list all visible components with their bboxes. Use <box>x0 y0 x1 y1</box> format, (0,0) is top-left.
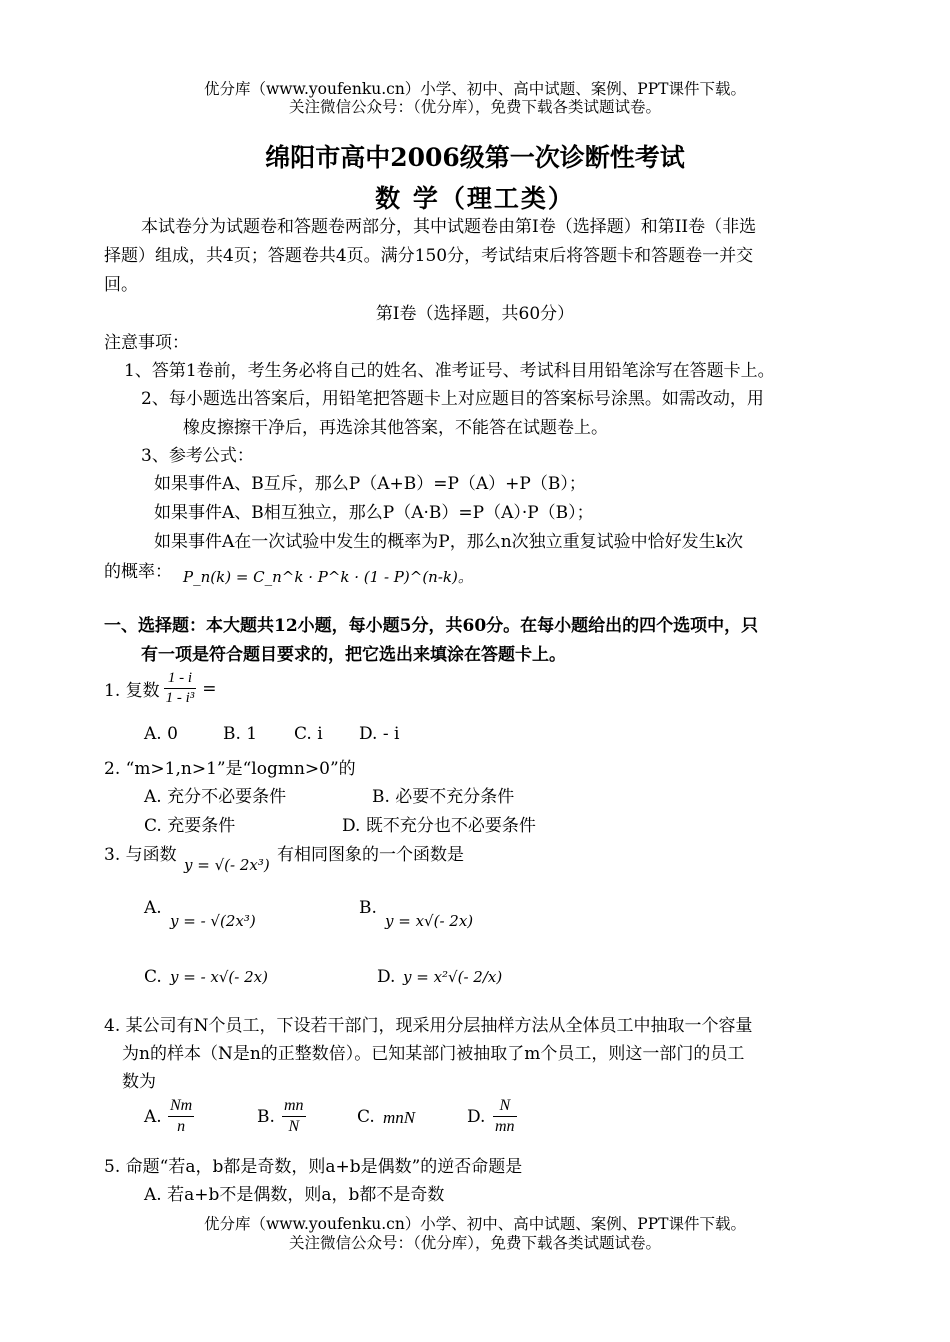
exam-title: 绵阳市高中2006级第一次诊断性考试 <box>265 143 685 172</box>
footer-line-2: 关注微信公众号：（优分库），免费下载各类试题试卷。 <box>288 1234 661 1252</box>
q4-option-c: mnN <box>383 1108 416 1127</box>
q2-option-c: C. 充要条件 <box>144 816 236 836</box>
q3-function: y = √(- 2x³) <box>184 856 270 874</box>
section1-line-1: 一、选择题：本大题共12小题，每小题5分，共60分。在每小题给出的四个选项中，只 <box>104 616 759 636</box>
header-line-1: 优分库（www.youfenku.cn）小学、初中、高中试题、案例、PPT课件下载。 <box>203 80 747 98</box>
section1-line-2: 有一项是符合题目要求的，把它选出来填涂在答题卡上。 <box>141 645 566 665</box>
q4-d-numerator: N <box>493 1097 517 1117</box>
q3-stem-end: 有相同图象的一个函数是 <box>277 845 464 865</box>
header-line-2: 关注微信公众号：（优分库），免费下载各类试题试卷。 <box>288 98 661 116</box>
footer-line-1: 优分库（www.youfenku.cn）小学、初中、高中试题、案例、PPT课件下载。 <box>203 1215 747 1233</box>
exam-subtitle: 数 学（理工类） <box>375 184 575 213</box>
q2-option-a: A. 充分不必要条件 <box>144 787 287 807</box>
q2-option-b: B. 必要不充分条件 <box>372 787 515 807</box>
q1-option-d: D. - i <box>359 724 400 744</box>
formula-1: 如果事件A、B互斥，那么P（A+B）=P（A）+P（B）； <box>154 474 586 494</box>
q4-option-c-label: C. <box>357 1107 375 1127</box>
q4-option-b-fraction <box>282 1097 306 1136</box>
notes-heading: 注意事项： <box>104 333 189 353</box>
q4-line-3: 数为 <box>122 1072 156 1092</box>
formula-2: 如果事件A、B相互独立，那么P（A·B）=P（A）·P（B）； <box>154 503 594 523</box>
q5-stem: 5. 命题“若a，b都是奇数，则a+b是偶数”的逆否命题是 <box>104 1157 523 1177</box>
q2-option-d: D. 既不充分也不必要条件 <box>342 816 536 836</box>
q1-equals: = <box>202 678 217 699</box>
q4-option-d-label: D. <box>467 1107 486 1127</box>
question-1 <box>104 670 217 707</box>
q1-stem: 1. 复数 <box>104 681 160 701</box>
q1-option-c: C. i <box>294 724 323 744</box>
q1-fraction <box>164 670 197 707</box>
note-2a: 2、每小题选出答案后，用铅笔把答题卡上对应题目的答案标号涂黑。如需改动，用 <box>141 389 764 409</box>
note-1: 1、答第1卷前，考生务必将自己的姓名、准考证号、考试科目用铅笔涂写在答题卡上。 <box>124 361 775 381</box>
q5-option-a: A. 若a+b不是偶数，则a，b都不是奇数 <box>144 1185 445 1205</box>
q4-a-numerator: Nm <box>168 1097 194 1117</box>
formula-4-label: 的概率： <box>104 562 172 582</box>
q3-option-a-label: A. <box>144 898 162 918</box>
formula-3: 如果事件A在一次试验中发生的概率为P，那么n次独立重复试验中恰好发生k次 <box>154 532 743 552</box>
q1-option-b: B. 1 <box>223 724 258 744</box>
q4-a-denominator: n <box>177 1118 186 1135</box>
q3-option-b-label: B. <box>359 898 377 918</box>
q2-stem: 2. “m>1,n>1”是“logmn>0”的 <box>104 759 356 779</box>
q3-option-c: y = - x√(- 2x) <box>170 968 268 986</box>
q3-option-d-label: D. <box>377 967 396 987</box>
q1-denominator: 1 - i³ <box>165 690 195 706</box>
q4-option-a-fraction <box>168 1097 194 1136</box>
q4-option-d-fraction <box>493 1097 517 1136</box>
q3-option-b: y = x√(- 2x) <box>385 912 474 930</box>
q4-line-2: 为n的样本（N是n的正整数倍）。已知某部门被抽取了m个员工，则这一部门的员工 <box>122 1044 745 1064</box>
part1-title: 第I卷（选择题，共60分） <box>375 304 575 324</box>
q3-option-c-label: C. <box>144 967 162 987</box>
q4-option-a-label: A. <box>144 1107 162 1127</box>
q1-numerator: 1 - i <box>164 670 197 689</box>
q4-b-denominator: N <box>288 1118 300 1135</box>
q3-option-a: y = - √(2x³) <box>170 912 256 930</box>
q1-option-a: A. 0 <box>144 724 178 744</box>
q4-d-denominator: mn <box>495 1118 515 1135</box>
q4-line-1: 4. 某公司有N个员工，下设若干部门，现采用分层抽样方法从全体员工中抽取一个容量 <box>104 1016 753 1036</box>
intro-line-1: 本试卷分为试题卷和答题卷两部分，其中试题卷由第I卷（选择题）和第II卷（非选 <box>141 217 757 237</box>
intro-line-2: 择题）组成，共4页；答题卷共4页。满分150分，考试结束后将答题卡和答题卷一并交 <box>104 246 754 266</box>
note-3: 3、参考公式： <box>141 446 254 466</box>
q4-b-numerator: mn <box>282 1097 306 1117</box>
q4-option-b-label: B. <box>257 1107 275 1127</box>
q3-stem: 3. 与函数 <box>104 845 177 865</box>
q3-option-d: y = x²√(- 2/x) <box>403 968 503 986</box>
note-2b: 橡皮擦擦干净后，再选涂其他答案，不能答在试题卷上。 <box>183 418 608 438</box>
binomial-formula: P_n(k) = C_n^k · P^k · (1 - P)^(n-k)。 <box>183 568 473 586</box>
intro-line-3: 回。 <box>104 275 138 295</box>
